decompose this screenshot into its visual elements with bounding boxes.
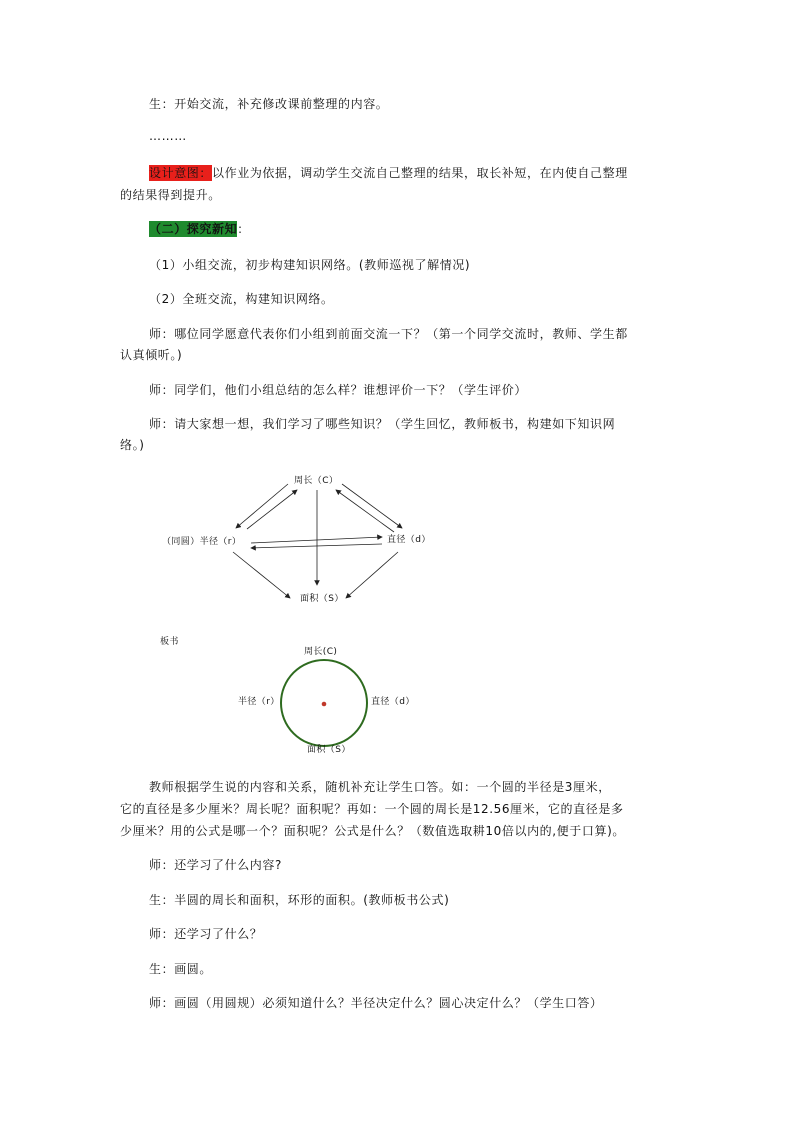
arrow-c-to-d xyxy=(342,484,402,528)
para-teacher-example: 教师根据学生说的内容和关系，随机补充让学生口答。如：一个圆的半径是3厘米， xyxy=(149,780,611,794)
para-teacher-q4: 师：还学习了什么内容? xyxy=(149,858,282,872)
para-student-exchange: 生：开始交流，补充修改课前整理的内容。 xyxy=(149,97,389,111)
arrow-r-to-s xyxy=(233,552,290,598)
circle-center-point xyxy=(322,702,327,707)
para-teacher-q1-line2: 认真倾听。) xyxy=(120,348,183,362)
arrow-d-to-r xyxy=(251,544,382,548)
arrow-r-to-d xyxy=(251,537,382,543)
arrow-d-to-c xyxy=(336,490,394,532)
board-circle xyxy=(281,660,367,746)
arrow-c-to-r xyxy=(236,484,288,528)
para-teacher-q1: 师：哪位同学愿意代表你们小组到前面交流一下？（第一个同学交流时，教师、学生都 xyxy=(149,327,628,341)
para-teacher-q6: 师：画圆（用圆规）必须知道什么？半径决定什么？圆心决定什么？（学生口答） xyxy=(149,996,603,1010)
network-label-radius: （同圆）半径（r） xyxy=(162,537,242,547)
section-heading-colon: ： xyxy=(237,222,250,236)
para-student-a4: 生：半圆的周长和面积，环形的面积。(教师板书公式) xyxy=(149,893,450,907)
para-teacher-q3-line2: 络。) xyxy=(120,438,145,452)
para-student-a5: 生：画圆。 xyxy=(149,962,213,976)
para-step2: （2）全班交流，构建知识网络。 xyxy=(149,292,334,306)
para-teacher-example-line3: 少厘米？用的公式是哪一个？面积呢？公式是什么？（数值选取耕10倍以内的,便于口算)。 xyxy=(120,824,625,838)
circle-label-area: 面积（S） xyxy=(307,745,351,755)
para-teacher-q5: 师：还学习了什么？ xyxy=(149,927,263,941)
network-label-circumference: 周长（C） xyxy=(294,476,339,486)
para-teacher-q3: 师：请大家想一想，我们学习了哪些知识？（学生回忆，教师板书，构建如下知识网 xyxy=(149,417,616,431)
arrow-r-to-c xyxy=(247,490,297,529)
design-intent-label: 设计意图： xyxy=(149,166,213,180)
network-label-diameter: 直径（d） xyxy=(387,535,431,545)
circle-label-radius: 半径（r） xyxy=(238,697,280,707)
design-intent-text: 以作业为依据，调动学生交流自己整理的结果，取长补短，在内使自己整理 xyxy=(212,166,628,180)
section-heading-label: （二）探究新知 xyxy=(149,222,238,236)
para-teacher-q2: 师：同学们，他们小组总结的怎么样？谁想评价一下？（学生评价） xyxy=(149,383,528,397)
para-ellipsis: ……… xyxy=(149,129,187,143)
para-teacher-example-line2: 它的直径是多少厘米？周长呢？面积呢？再如：一个圆的周长是12.56厘米，它的直径是多 xyxy=(120,802,624,816)
network-label-area: 面积（S） xyxy=(300,594,344,604)
circle-label-circumference: 周长(C) xyxy=(304,647,338,657)
circle-label-diameter: 直径（d） xyxy=(371,697,415,707)
para-design-intent-line2: 的结果得到提升。 xyxy=(120,188,221,202)
board-label: 板书 xyxy=(160,637,179,647)
arrow-d-to-s xyxy=(346,552,398,598)
para-step1: （1）小组交流，初步构建知识网络。(教师巡视了解情况) xyxy=(149,258,471,272)
